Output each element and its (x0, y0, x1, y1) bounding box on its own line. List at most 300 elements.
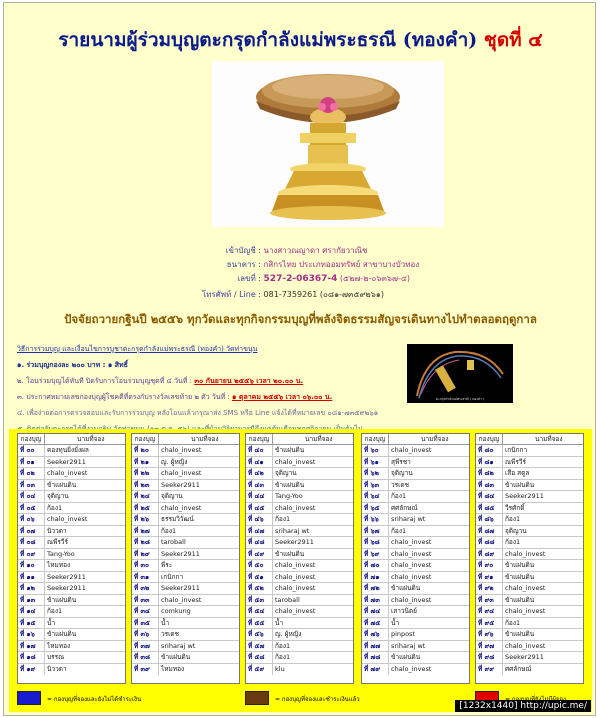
donor-number: ที่ ๓๐ (132, 560, 159, 571)
donor-name: เสาวนิตย์ (391, 607, 417, 615)
table-row (362, 526, 469, 538)
donor-name: Seeker2911 (161, 549, 200, 558)
table-row (132, 526, 239, 538)
donor-name: จุติญาน (161, 492, 183, 500)
table-row (362, 480, 469, 492)
donor-name: chalo_invest (47, 469, 88, 477)
donor-number: ที่ ๗๑ (362, 572, 389, 583)
table-row (18, 606, 125, 618)
donor-number: ที่ ๔๘ (246, 537, 273, 548)
donor-number: ที่ ๖๕ (362, 503, 389, 514)
donor-number: ที่ ๙๐ (476, 560, 503, 571)
table-row (476, 560, 583, 572)
table-row (246, 629, 353, 641)
table-row (476, 618, 583, 630)
donor-column-3 (245, 433, 354, 684)
table-row (132, 595, 239, 607)
header-name: นามที่จอง (305, 435, 333, 443)
table-row (362, 629, 469, 641)
table-row (18, 468, 125, 480)
donor-name: ข้าแผ่นดิน (505, 630, 535, 638)
donor-number: ที่ ๕๖ (246, 629, 273, 640)
donor-name: ก้อง1 (505, 538, 521, 546)
donor-name: น้ำ (391, 618, 400, 627)
donor-name: chalo_invest (161, 446, 202, 454)
header-name: นามที่จอง (421, 435, 449, 443)
table-row (132, 641, 239, 653)
slogan: ปัจจัยถวายกฐินปี ๒๕๕๖ ทุกวัดและทุกกิจกรรมบุญที่พลังจิตธรรมสัญจรเดินทางไปทำตลอดฤดูกาล (64, 312, 537, 326)
donor-name: จุติญาน (391, 469, 413, 477)
donor-name: จุติญาน (47, 492, 69, 500)
donor-number: ที่ ๑๓ (18, 595, 45, 606)
rule-2 (17, 376, 397, 387)
donor-name: เกนิกกา (161, 572, 184, 581)
account-name-value: นางสาวณญาดา ศรากัยวาณิช (263, 246, 368, 255)
donor-number: ที่ ๑๙ (18, 664, 45, 675)
donor-number: ที่ ๕๘ (246, 652, 273, 663)
donor-name: ณพีรวีร์ (505, 457, 526, 466)
rule-2-deadline: ๓๐ กันยายน ๒๕๕๖ เวลา ๒๐.๐๐ น. (194, 377, 304, 385)
donor-name: chalo_invest (391, 572, 432, 581)
donor-number: ที่ ๔๖ (246, 514, 273, 525)
donor-number: ที่ ๕๓ (246, 595, 273, 606)
donor-name: ก้อง1 (391, 526, 407, 535)
donor-name: chalo_invest (505, 549, 546, 558)
table-row (18, 652, 125, 664)
donor-number: ที่ ๘๓ (476, 480, 503, 491)
donor-name: ข้าแผ่นดิน (275, 446, 305, 454)
donor-number: ที่ ๐๕ (18, 503, 45, 514)
donor-name: ข้าแผ่นดิน (505, 561, 535, 569)
header-num: กองบุญ (246, 434, 273, 445)
donor-name: สุพีรชา (391, 457, 411, 466)
necklace-caption: ตะกรุดกำลังแม่พระธรณี ( ทองคำ ) (435, 397, 485, 401)
donor-number: ที่ ๐๙ (18, 549, 45, 560)
donor-name: ก้อง1 (275, 641, 291, 650)
donor-number: ที่ ๕๒ (246, 583, 273, 594)
header-num: กองบุญ (132, 434, 159, 445)
table-row (476, 652, 583, 664)
table-row (18, 491, 125, 503)
table-row (246, 491, 353, 503)
table-row (362, 606, 469, 618)
table-row (476, 549, 583, 561)
table-row (132, 652, 239, 664)
donor-name: ก้อง1 (391, 492, 407, 500)
table-row (476, 480, 583, 492)
donor-number: ที่ ๙๗ (476, 641, 503, 652)
donor-name: จุติญาน (275, 469, 297, 477)
donor-name: chalo_invest (391, 549, 432, 558)
donor-name: ก้อง1 (161, 526, 177, 535)
donor-number: ที่ ๖๖ (362, 514, 389, 525)
account-number-value: 527-2-06367-4 (263, 274, 338, 284)
donor-name: taroball (161, 538, 186, 546)
table-row (246, 618, 353, 630)
donor-number: ที่ ๕๙ (246, 664, 273, 675)
table-row (18, 618, 125, 630)
donor-name: ก้อง1 (275, 653, 291, 661)
table-row (362, 595, 469, 607)
phone-label: โทรศัพท์ / Line : (201, 290, 261, 299)
table-row (132, 560, 239, 572)
donor-name: chalo_invest (275, 457, 316, 466)
table-row (132, 537, 239, 549)
table-row (246, 537, 353, 549)
donor-name: taroball (275, 595, 300, 604)
bank-row (154, 258, 474, 271)
table-row (18, 641, 125, 653)
donor-column-4 (361, 433, 470, 684)
donor-number: ที่ ๖๔ (362, 491, 389, 502)
legend-text: = กองบุญที่จองและยังไม่ได้ชำระเงิน (47, 696, 142, 703)
table-row (132, 445, 239, 457)
table-row (362, 618, 469, 630)
table-row (476, 664, 583, 676)
donor-number: ที่ ๑๖ (18, 629, 45, 640)
donor-column-1 (17, 433, 126, 684)
donor-name: ข้าแผ่นดิน (275, 549, 305, 558)
donor-name: sriharaj wt (161, 641, 196, 650)
table-row (476, 457, 583, 469)
donor-name: พีระ (161, 561, 173, 569)
donor-name: น้ำ (161, 618, 170, 627)
column-header (362, 434, 469, 445)
header-num: กองบุญ (362, 434, 389, 445)
donor-number: ที่ ๕๐ (246, 560, 273, 571)
table-row (362, 583, 469, 595)
phone-thai: (๐๘๑-๗๓๕๙๒๖๑) (319, 290, 384, 299)
table-row (18, 457, 125, 469)
table-row (362, 652, 469, 664)
donor-name: ศศลักษณ์ (505, 664, 532, 673)
table-row (18, 537, 125, 549)
table-row (246, 572, 353, 584)
donor-number: ที่ ๑๗ (18, 641, 45, 652)
donor-number: ที่ ๔๔ (246, 491, 273, 502)
table-row (132, 514, 239, 526)
table-row (18, 445, 125, 457)
rules-heading: วิธีการร่วมบุญ และเงื่อนไขการบูชาตะกรุดกำลังแม่พระธรณี (ทองคำ) วัดท่าขนุน (17, 345, 258, 353)
donor-name: comkung (161, 607, 191, 615)
table-row (476, 503, 583, 515)
donor-number: ที่ ๗๐ (362, 560, 389, 571)
title-main: รายนามผู้ร่วมบุญตะกรุดกำลังแม่พระธรณี (ทองคำ) (58, 29, 478, 51)
donor-number: ที่ ๔๙ (246, 549, 273, 560)
donor-number: ที่ ๖๗ (362, 526, 389, 537)
donor-name: ธรรมวิวัฒน์ (161, 515, 194, 523)
donor-name: ไหมทอง (161, 664, 185, 673)
donor-number: ที่ ๙๓ (476, 595, 503, 606)
donor-name: ศศลักษณ์ (391, 503, 418, 512)
bank-label: ธนาคาร : (226, 260, 261, 269)
donor-number: ที่ ๑๑ (18, 572, 45, 583)
table-row (18, 629, 125, 641)
table-row (132, 480, 239, 492)
donor-number: ที่ ๘๔ (476, 491, 503, 502)
column-header (18, 434, 125, 445)
table-row (246, 595, 353, 607)
table-row (476, 468, 583, 480)
table-row (18, 526, 125, 538)
table-row (476, 641, 583, 653)
donor-number: ที่ ๗๓ (362, 595, 389, 606)
donor-name: sriharaj wt (391, 515, 426, 523)
donor-name: เกนิกกา (505, 446, 528, 454)
account-name-row (154, 244, 474, 257)
table-row (362, 457, 469, 469)
donor-name: ญ. ผู้หญิง (275, 630, 302, 638)
donor-number: ที่ ๘๙ (476, 549, 503, 560)
table-row (362, 445, 469, 457)
donor-name: ณพีรวีร์ (47, 538, 68, 546)
donor-number: ที่ ๒๔ (132, 491, 159, 502)
donor-number: ที่ ๘๑ (476, 457, 503, 468)
table-row (132, 457, 239, 469)
page-title (4, 25, 596, 55)
table-row (246, 503, 353, 515)
donor-number: ที่ ๕๗ (246, 641, 273, 652)
donor-column-5 (475, 433, 584, 684)
donor-number: ที่ ๖๐ (362, 445, 389, 456)
donor-number: ที่ ๔๒ (246, 468, 273, 479)
table-row (476, 537, 583, 549)
table-row (246, 641, 353, 653)
donor-number: ที่ ๗๒ (362, 583, 389, 594)
donor-name: ข้าแผ่นดิน (275, 480, 305, 489)
header-name: นามที่จอง (77, 435, 105, 443)
donor-name: ข้าแผ่นดิน (505, 480, 535, 489)
donor-name: chalo_invest (391, 446, 432, 454)
table-row (18, 503, 125, 515)
donor-name: chalo_invest (161, 595, 202, 604)
donor-name: ข้าแผ่นดิน (161, 653, 191, 661)
table-row (18, 595, 125, 607)
table-row (246, 526, 353, 538)
donor-name: วรเดช (391, 480, 409, 489)
donor-number: ที่ ๓๗ (132, 641, 159, 652)
table-row (362, 491, 469, 503)
table-row (246, 652, 353, 664)
donor-number: ที่ ๔๐ (246, 445, 273, 456)
donor-number: ที่ ๖๙ (362, 549, 389, 560)
donor-number: ที่ ๔๗ (246, 526, 273, 537)
page (3, 2, 596, 716)
table-row (246, 664, 353, 676)
table-row (362, 549, 469, 561)
donor-number: ที่ ๖๑ (362, 457, 389, 468)
table-row (362, 641, 469, 653)
donor-number: ที่ ๐๑ (18, 457, 45, 468)
donor-name: chalo_invest (47, 515, 88, 523)
table-row (476, 572, 583, 584)
donor-name: Tang-Yoo (275, 492, 303, 500)
rule-2-text: ๒. โอนร่วมบุญได้ทันที ปิดรับการโอนร่วมบุญชุดที่ ๔ วันที่ : (17, 377, 192, 385)
header-num: กองบุญ (18, 434, 45, 445)
donor-name: น้ำ (47, 618, 56, 627)
account-number-label: เลขที่ : (237, 274, 261, 283)
table-row (246, 480, 353, 492)
donor-number: ที่ ๒๙ (132, 549, 159, 560)
table-row (476, 583, 583, 595)
donor-name: คองทุนยิ่งยั่งผล (47, 446, 89, 454)
donor-name: ข้าแผ่นดิน (391, 584, 421, 592)
phone-row (154, 288, 474, 301)
table-row (246, 606, 353, 618)
donor-name: chalo_invest (505, 607, 546, 615)
donor-name: ข้าแผ่นดิน (505, 595, 535, 604)
account-name-label: เข้าบัญชี : (225, 246, 261, 255)
table-row (246, 468, 353, 480)
donor-number: ที่ ๙๔ (476, 606, 503, 617)
donor-number: ที่ ๗๔ (362, 606, 389, 617)
table-row (362, 560, 469, 572)
table-row (132, 549, 239, 561)
donor-name: chalo_invest (275, 607, 316, 615)
table-row (246, 514, 353, 526)
table-row (18, 664, 125, 676)
table-row (476, 606, 583, 618)
donor-name: ข้าแผ่นดิน (391, 653, 421, 661)
donor-number: ที่ ๗๘ (362, 652, 389, 663)
donor-number: ที่ ๕๕ (246, 618, 273, 629)
donor-number: ที่ ๒๐ (132, 445, 159, 456)
donor-number: ที่ ๘๒ (476, 468, 503, 479)
table-row (132, 503, 239, 515)
column-header (132, 434, 239, 445)
donor-number: ที่ ๗๙ (362, 664, 389, 675)
table-row (132, 664, 239, 676)
donor-number: ที่ ๖๒ (362, 468, 389, 479)
account-number-thai: (๕๒๗-๒-๐๖๓๖๗-๔) (339, 274, 411, 283)
donor-number: ที่ ๒๘ (132, 537, 159, 548)
rule-3-date: ๑ ตุลาคม ๒๕๕๖ เวลา ๐๖.๐๐ น. (232, 393, 333, 401)
donor-number: ที่ ๒๖ (132, 514, 159, 525)
rule-4: ๔. เพื่อง่ายต่อการตรวจสอบและรับการร่วมบุญ หลังโอนแล้วกรุณาส่ง SMS หรือ Line แจ้งได้ที่หมายเลข ๐๘๑-๗๓๕๙๒๖๑ (17, 409, 379, 417)
donor-name: ไหมทอง (47, 561, 71, 569)
donor-name: Seeker2911 (47, 457, 86, 466)
donor-number: ที่ ๓๕ (132, 618, 159, 629)
donor-number: ที่ ๐๐ (18, 445, 45, 456)
table-row (362, 503, 469, 515)
donor-number: ที่ ๓๘ (132, 652, 159, 663)
donor-name: ก้อง1 (47, 503, 63, 512)
donor-number: ที่ ๙๕ (476, 618, 503, 629)
donor-name: chalo_invest (275, 584, 316, 592)
donor-name: น้ำ (275, 618, 284, 627)
donor-name: chalo_invest (161, 469, 202, 477)
table-row (476, 514, 583, 526)
table-row (476, 629, 583, 641)
donor-number: ที่ ๔๕ (246, 503, 273, 514)
donor-number: ที่ ๔๑ (246, 457, 273, 468)
amulet-photo (212, 61, 444, 227)
donor-number: ที่ ๗๖ (362, 629, 389, 640)
donor-number: ที่ ๓๖ (132, 629, 159, 640)
column-header (246, 434, 353, 445)
title-suffix: ชุดที่ ๔ (483, 29, 543, 51)
table-row (132, 572, 239, 584)
donor-number: ที่ ๘๐ (476, 445, 503, 456)
donor-number: ที่ ๑๘ (18, 652, 45, 663)
donor-number: ที่ ๒๒ (132, 468, 159, 479)
donor-number: ที่ ๑๒ (18, 583, 45, 594)
donor-number: ที่ ๑๕ (18, 618, 45, 629)
donor-name: ญ. ผู้หญิง (161, 457, 188, 466)
table-row (132, 629, 239, 641)
table-row (18, 514, 125, 526)
donor-number: ที่ ๒๗ (132, 526, 159, 537)
donor-number: ที่ ๙๖ (476, 629, 503, 640)
header-name: นามที่จอง (191, 435, 219, 443)
table-row (132, 606, 239, 618)
necklace-photo (407, 344, 513, 403)
rules-section (17, 344, 397, 435)
donor-name: นิววดา (47, 526, 67, 535)
donor-name: ก้อง1 (47, 607, 63, 615)
donor-name: วีรศักดิ์ (505, 503, 525, 512)
table-row (362, 468, 469, 480)
donor-name: chalo_invest (275, 503, 316, 512)
table-row (246, 445, 353, 457)
table-row (18, 572, 125, 584)
watermark: [1232x1440] http://upic.me/ (455, 700, 591, 712)
donor-name: ข้าแผ่นดิน (47, 630, 77, 638)
donor-number: ที่ ๐๔ (18, 491, 45, 502)
donor-number: ที่ ๑๔ (18, 606, 45, 617)
donor-name: chalo_invest (161, 503, 202, 512)
donor-columns (9, 429, 592, 712)
table-row (132, 468, 239, 480)
donor-name: chalo_invest (505, 584, 546, 592)
donor-number: ที่ ๗๕ (362, 618, 389, 629)
bank-value: กสิกรไทย ประเภทออมทรัพย์ สาขาบางบัวทอง (263, 260, 420, 269)
table-row (476, 595, 583, 607)
donor-name: ก้อง1 (505, 618, 521, 627)
table-row (362, 572, 469, 584)
donor-name: chalo_invest (505, 641, 546, 650)
donor-name: Tang-Yoo (47, 549, 75, 558)
donor-name: ก้อง1 (505, 515, 521, 523)
donor-number: ที่ ๘๗ (476, 526, 503, 537)
donor-name: Seeker2911 (47, 572, 86, 581)
donor-name: ข้าแผ่นดิน (505, 572, 535, 581)
table-row (476, 526, 583, 538)
table-row (18, 560, 125, 572)
donor-number: ที่ ๘๖ (476, 514, 503, 525)
donor-name: sriharaj wt (275, 526, 310, 535)
table-row (246, 457, 353, 469)
account-number-row (154, 272, 474, 285)
donor-name: จุติญาน (505, 526, 527, 535)
column-header (476, 434, 583, 445)
donor-number: ที่ ๑๐ (18, 560, 45, 571)
donor-number: ที่ ๔๓ (246, 480, 273, 491)
donor-number: ที่ ๙๑ (476, 572, 503, 583)
donor-name: บรรณ (47, 653, 65, 661)
rule-1: ๑. ร่วมบุญกองละ ๒๐๐ บาท : ๑ สิทธิ์ (17, 361, 128, 369)
donor-name: Seeker2911 (161, 584, 200, 592)
donor-name: chalo_invest (391, 538, 432, 546)
donor-name: chalo_invest (391, 664, 432, 673)
donor-name: Seeker2911 (505, 653, 544, 661)
donor-name: เสือ สตูล (505, 469, 530, 477)
donor-name: sriharaj wt (391, 641, 426, 650)
donor-name: Seeker2911 (275, 538, 314, 546)
legend-swatch (245, 691, 269, 705)
table-row (476, 491, 583, 503)
donor-number: ที่ ๙๙ (476, 664, 503, 675)
